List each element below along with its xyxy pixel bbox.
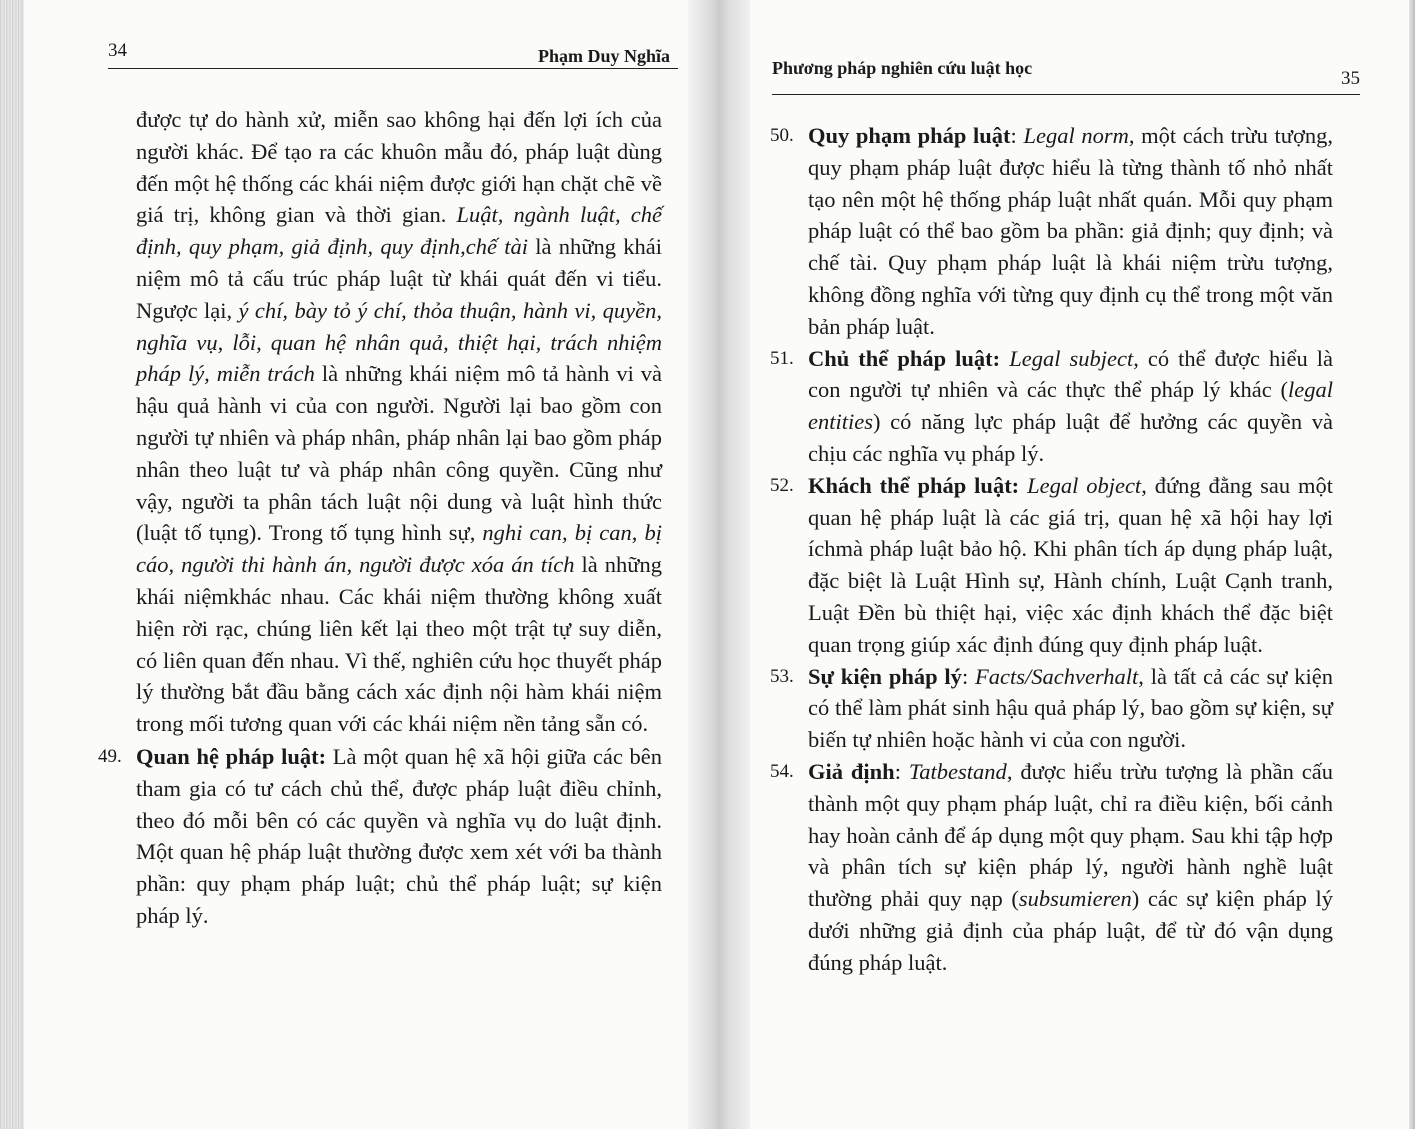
text-run: là những khái niệmkhác nhau. Các khái niệm thường không xuất hiện rời rạc, chúng liên kết lại theo một trật tự suy diễn, có liên quan đến nhau. Vì thế, nghiên cứu học thuyết pháp lý thường bắt đầu bằng cách xác định nội hàm khái niệm trong mối tương quan với các khái niệm nền tảng sẵn có. <box>136 552 662 737</box>
left-binding-edge <box>0 0 24 1129</box>
italic-run: Legal object <box>1027 472 1142 498</box>
italic-run: nghi can, bị can, bị cáo, người thi hành án, người được xóa án tích <box>136 520 662 578</box>
right-page-number: 35 <box>1341 68 1360 89</box>
item-number: 50. <box>770 125 794 146</box>
left-page-header <box>108 40 678 70</box>
item-text <box>808 756 1333 979</box>
item-text <box>136 741 662 932</box>
left-running-header: Phạm Duy Nghĩa <box>537 46 670 66</box>
text-run: Là một quan hệ xã hội giữa các bên tham gia có tư cách chủ thể, được pháp luật điều chỉnh, theo đó mỗi bên có các quyền và nghĩa vụ do luật định. Một quan hệ pháp luật thường được xem xét với ba thành phần: quy phạm pháp luật; chủ thể pháp luật; sự kiện pháp lý. <box>136 743 662 928</box>
item-number: 52. <box>770 474 794 496</box>
left-page <box>78 0 678 1129</box>
item-number: 51. <box>770 347 794 369</box>
item-term: Quan hệ pháp luật: <box>136 743 327 769</box>
item-term: Giả định <box>808 758 895 784</box>
item-text <box>808 470 1333 661</box>
italic-run: Luật, ngành luật, chế định, quy phạm, giả định, quy định,chế tài <box>136 202 662 260</box>
italic-run: subsumieren <box>1018 886 1132 912</box>
item-term: Khách thể pháp luật: <box>808 472 1020 498</box>
left-header-rule <box>108 68 678 69</box>
text-run: , có thể được hiểu là con người tự nhiên và các thực thể pháp lý khác ( <box>808 345 1334 403</box>
text-run <box>1000 346 1009 371</box>
text-run: , một cách trừu tượng, quy phạm pháp luật được hiểu là từng thành tố nhỏ nhất tạo nên một hệ thống pháp luật nhất quán. Mỗi quy phạm pháp luật có thể bao gồm ba phần: giả định; quy định; và chế tài. Quy phạm pháp luật là khái niệm trừu tượng, không đồng nghĩa với từng quy định cụ thể trong một văn bản pháp luật. <box>808 123 1333 339</box>
left-page-body <box>98 104 663 932</box>
item-text <box>808 120 1333 343</box>
book-gutter <box>688 0 750 1129</box>
item-term: Chủ thể pháp luật: <box>808 345 1001 371</box>
definition-item-52 <box>770 470 1333 661</box>
italic-run: Legal subject <box>1009 345 1134 371</box>
right-header-rule <box>772 94 1360 95</box>
text-run <box>1019 473 1027 498</box>
right-page-header <box>772 54 1360 98</box>
definition-item-51 <box>770 343 1334 470</box>
item-term: Quy phạm pháp luật <box>808 123 1011 148</box>
right-page <box>760 0 1360 1129</box>
definition-item-49 <box>98 741 662 932</box>
italic-run: Tatbestand <box>908 758 1007 784</box>
left-page-number: 34 <box>108 40 127 61</box>
text-run: , được hiểu trừu tượng là phần cấu thành một quy phạm pháp luật, chỉ ra điều kiện, bối cảnh hay hoàn cảnh để áp dụng một quy phạm. Sau khi tập hợp và phân tích sự kiện pháp lý, người hành nghề luật thường phải quy nạp ( <box>808 758 1333 912</box>
text-run: , đứng đằng sau một quan hệ pháp luật là các giá trị, quan hệ xã hội hay lợi íchmà pháp luật bảo hộ. Khi phân tích áp dụng pháp luật, đặc biệt là Luật Hình sự, Hành chính, Luật Cạnh tranh, Luật Đền bù thiệt hại, việc xác định khách thể đặc biệt quan trọng giúp xác định đúng quy định pháp luật. <box>808 472 1333 657</box>
text-run: ) có năng lực pháp luật để hưởng các quyền và chịu các nghĩa vụ pháp lý. <box>808 409 1333 466</box>
item-number: 54. <box>770 760 794 782</box>
right-running-header: Phương pháp nghiên cứu luật học <box>772 58 1033 78</box>
italic-run: ý chí, bày tỏ ý chí, thỏa thuận, hành vi, quyền, nghĩa vụ, lỗi, quan hệ nhân quả, thiệt hại, trách nhiệm pháp lý, miễn trách <box>136 297 662 387</box>
text-run: , là tất cả các sự kiện có thể làm phát sinh hậu quả pháp lý, bao gồm sự kiện, sự biến tự nhiên hoặc hành vi của con người. <box>808 663 1333 753</box>
right-page-edge <box>1409 0 1415 1129</box>
text-run: được tự do hành xử, miễn sao không hại đến lợi ích của người khác. Để tạo ra các khuôn mẫu đó, pháp luật dùng đến một hệ thống các khái niệm được giới hạn chặt chẽ về giá trị, không gian và thời gian. <box>136 107 662 228</box>
text-run: là những khái niệm mô tả cấu trúc pháp luật từ khái quát đến vi tiểu. Ngược lại, <box>136 234 663 323</box>
italic-run: legal entities <box>808 377 1333 435</box>
item-term: Sự kiện pháp lý <box>808 663 962 689</box>
definition-item-54 <box>770 756 1333 979</box>
item-number: 49. <box>98 745 122 767</box>
item-text <box>808 661 1333 756</box>
text-run: : <box>894 758 909 784</box>
text-run: : <box>961 663 975 689</box>
item-text <box>808 343 1333 470</box>
continuation-paragraph <box>136 104 662 740</box>
italic-run: Legal norm <box>1023 123 1129 148</box>
item-number: 53. <box>770 665 794 687</box>
definition-item-53 <box>770 661 1333 756</box>
definition-item-50 <box>770 120 1333 343</box>
text-run: ) các sự kiện pháp lý dưới những giả định của pháp luật, để từ đó vận dụng đúng pháp luật. <box>808 886 1333 975</box>
right-page-body <box>770 120 1334 979</box>
italic-run: Facts/Sachverhalt <box>974 663 1139 689</box>
text-run: là những khái niệm mô tả hành vi và hậu quả hành vi của con người. Người lại bao gồm con người tự nhiên và pháp nhân, pháp nhân lại bao gồm pháp nhân theo luật tư và pháp nhân công quyền. Cũng như vậy, người ta phân tách luật nội dung và luật hình thức (luật tố tụng). Trong tố tụng hình sự, <box>136 361 663 546</box>
text-run: : <box>1010 123 1024 148</box>
